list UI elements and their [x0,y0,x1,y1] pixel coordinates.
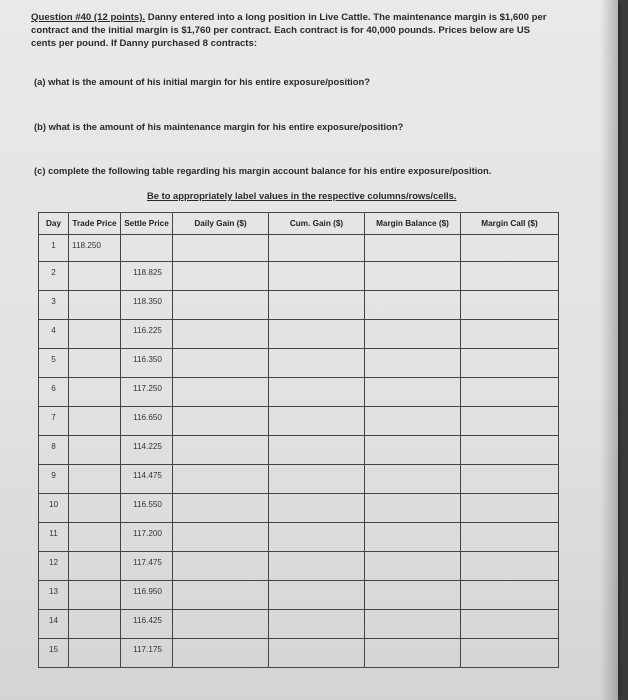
daily-gain-cell[interactable] [173,581,269,610]
margin-balance-cell[interactable] [365,523,461,552]
daily-gain-cell[interactable] [173,349,269,378]
day-cell [39,552,69,581]
margin-call-cell[interactable] [461,494,559,523]
day-cell-value: 11 [49,529,58,538]
settle-price-cell-value: 116.425 [133,616,162,625]
trade-price-cell [69,262,121,291]
margin-balance-cell[interactable] [365,436,461,465]
cum-gain-cell[interactable] [269,639,365,668]
settle-price-cell-value: 116.225 [133,326,162,335]
settle-price-cell-value: 117.175 [133,645,162,654]
table-row [39,610,559,639]
settle-price-cell [121,494,173,523]
table-row [39,378,559,407]
day-cell-value: 15 [48,645,59,654]
settle-price-cell [121,349,173,378]
settle-price-cell-value: 116.650 [133,413,162,422]
margin-call-cell[interactable] [461,291,559,320]
settle-price-cell-value: 118.825 [133,268,162,277]
day-cell-value: 14 [48,616,59,625]
trade-price-cell-value [69,349,120,355]
daily-gain-cell[interactable] [173,407,269,436]
margin-call-cell[interactable] [461,581,559,610]
margin-balance-cell[interactable] [365,581,461,610]
day-cell-value: 7 [51,413,56,422]
trade-price-cell [69,349,121,378]
trade-price-cell [69,291,121,320]
day-cell [39,262,69,291]
table-row [39,407,559,436]
margin-balance-cell[interactable] [365,639,461,668]
day-cell [39,320,69,349]
trade-price-cell-value [69,407,120,413]
trade-price-cell-value [69,378,120,384]
margin-call-cell[interactable] [461,436,559,465]
daily-gain-cell[interactable] [173,494,269,523]
trade-price-cell-value [69,581,120,587]
margin-call-cell[interactable] [461,262,559,291]
day-cell [39,465,69,494]
daily-gain-cell[interactable] [173,552,269,581]
settle-price-cell [121,552,173,581]
cum-gain-cell[interactable] [269,436,365,465]
cum-gain-cell[interactable] [269,262,365,291]
daily-gain-cell[interactable] [173,523,269,552]
table-row [39,291,559,320]
settle-price-cell [121,523,173,552]
day-cell [39,639,69,668]
day-cell-value: 13 [48,587,59,596]
day-cell-value: 9 [51,471,56,480]
settle-price-cell [121,320,173,349]
table-header-row [39,213,559,235]
day-cell [39,494,69,523]
settle-price-cell-value: 116.550 [133,500,162,509]
part-c-prompt: (c) complete the following table regarding his margin account balance for his entire exposure/position. [34,165,492,176]
day-cell-value: 1 [51,241,56,250]
settle-price-cell [121,581,173,610]
part-a-prompt: (a) what is the amount of his initial margin for his entire exposure/position? [34,76,370,87]
table-row [39,262,559,291]
margin-balance-cell[interactable] [365,494,461,523]
margin-call-cell[interactable] [461,610,559,639]
settle-price-cell [121,407,173,436]
margin-balance-cell[interactable] [365,407,461,436]
trade-price-cell-value [69,494,120,500]
trade-price-cell-value [69,291,120,297]
cum-gain-cell[interactable] [269,349,365,378]
part-b-prompt: (b) what is the amount of his maintenance margin for his entire exposure/position? [34,121,404,132]
trade-price-cell-value [69,436,120,442]
cum-gain-cell[interactable] [269,610,365,639]
trade-price-cell [69,523,121,552]
settle-price-cell-value: 114.475 [133,471,162,480]
settle-price-cell [121,262,173,291]
settle-price-cell-value: 116.950 [133,587,162,596]
settle-price-cell [121,378,173,407]
day-cell-value: 10 [48,500,59,509]
cum-gain-cell[interactable] [269,523,365,552]
day-cell-value: 5 [51,355,56,364]
cum-gain-cell[interactable] [269,291,365,320]
day-cell [39,378,69,407]
question-text [31,11,551,50]
day-cell-value: 6 [51,384,56,393]
trade-price-cell-value [69,320,120,326]
cum-gain-cell[interactable] [269,235,365,262]
trade-price-cell-value: 118.250 [72,241,101,250]
settle-price-cell-value: 117.250 [133,384,162,393]
cum-gain-cell[interactable] [269,465,365,494]
margin-balance-cell[interactable] [365,320,461,349]
settle-price-cell-value: 118.350 [133,297,162,306]
daily-gain-cell[interactable] [173,436,269,465]
col-header-trade-price: Trade Price [69,213,121,235]
day-cell [39,523,69,552]
daily-gain-cell[interactable] [173,465,269,494]
trade-price-cell-value [69,262,120,268]
day-cell-value: 4 [51,326,56,335]
table-row [39,494,559,523]
col-header-settle-price: Settle Price [121,213,173,235]
col-header-day: Day [39,213,69,235]
settle-price-cell-value [121,235,172,241]
trade-price-cell-value [69,552,120,558]
cum-gain-cell[interactable] [269,378,365,407]
margin-balance-cell[interactable] [365,465,461,494]
settle-price-cell-value: 117.475 [133,558,162,567]
margin-balance-cell[interactable] [365,291,461,320]
margin-call-cell[interactable] [461,523,559,552]
settle-price-cell [121,235,173,262]
table-row [39,552,559,581]
settle-price-cell [121,291,173,320]
trade-price-cell [69,320,121,349]
trade-price-cell [69,465,121,494]
day-cell-value: 2 [51,268,56,277]
margin-call-cell[interactable] [461,552,559,581]
margin-balance-cell[interactable] [365,349,461,378]
col-header-cum-gain: Cum. Gain ($) [269,213,365,235]
margin-balance-cell[interactable] [365,378,461,407]
margin-call-cell[interactable] [461,349,559,378]
settle-price-cell [121,610,173,639]
table-row [39,639,559,668]
day-cell [39,291,69,320]
margin-call-cell[interactable] [461,378,559,407]
col-header-margin-call: Margin Call ($) [461,213,559,235]
margin-call-cell[interactable] [461,407,559,436]
table-row [39,465,559,494]
question-body: Danny entered into a long position in Live Cattle. The maintenance margin is $1,600 per contract and the initial margin is $1,760 per contract. Each contract is for 40,000 pounds. Prices below are US cents per pound. If Danny purchased 8 contracts: [31,12,547,49]
trade-price-cell [69,407,121,436]
cum-gain-cell[interactable] [269,581,365,610]
trade-price-cell [69,639,121,668]
trade-price-cell [69,552,121,581]
day-cell [39,436,69,465]
table-row [39,235,559,262]
day-cell [39,349,69,378]
trade-price-cell [69,436,121,465]
trade-price-cell-value [69,639,120,645]
margin-call-cell[interactable] [461,235,559,262]
trade-price-cell [69,494,121,523]
settle-price-cell-value: 114.225 [133,442,162,451]
daily-gain-cell[interactable] [173,262,269,291]
trade-price-cell [69,378,121,407]
margin-balance-cell[interactable] [365,235,461,262]
day-cell [39,235,69,262]
daily-gain-cell[interactable] [173,639,269,668]
daily-gain-cell[interactable] [173,291,269,320]
settle-price-cell [121,639,173,668]
margin-balance-cell[interactable] [365,262,461,291]
daily-gain-cell[interactable] [173,320,269,349]
cum-gain-cell[interactable] [269,320,365,349]
daily-gain-cell[interactable] [173,378,269,407]
cum-gain-cell[interactable] [269,552,365,581]
cum-gain-cell[interactable] [269,407,365,436]
table-row [39,581,559,610]
trade-price-cell-value [69,465,120,471]
margin-call-cell[interactable] [461,639,559,668]
trade-price-cell-value [69,610,120,616]
daily-gain-cell[interactable] [173,235,269,262]
cum-gain-cell[interactable] [269,494,365,523]
day-cell-value: 8 [51,442,56,451]
question-label: Question #40 (12 points). [31,12,146,23]
settle-price-cell [121,436,173,465]
settle-price-cell-value: 116.350 [133,355,162,364]
table-row [39,436,559,465]
settle-price-cell [121,465,173,494]
margin-balance-cell[interactable] [365,610,461,639]
trade-price-cell [69,610,121,639]
trade-price-cell-value [69,523,120,529]
margin-call-cell[interactable] [461,320,559,349]
day-cell [39,610,69,639]
margin-call-cell[interactable] [461,465,559,494]
margin-table [38,212,559,668]
day-cell [39,581,69,610]
daily-gain-cell[interactable] [173,610,269,639]
table-row [39,320,559,349]
day-cell-value: 12 [48,558,59,567]
col-header-daily-gain: Daily Gain ($) [173,213,269,235]
labeling-instruction: Be to appropriately label values in the respective columns/rows/cells. [147,190,457,201]
col-header-margin-balance: Margin Balance ($) [365,213,461,235]
settle-price-cell-value: 117.200 [133,529,162,538]
day-cell-value: 3 [51,297,56,306]
trade-price-cell [69,581,121,610]
margin-balance-cell[interactable] [365,552,461,581]
table-row [39,523,559,552]
page-edge-shadow [600,0,628,700]
day-cell [39,407,69,436]
table-row [39,349,559,378]
trade-price-cell [69,235,121,262]
